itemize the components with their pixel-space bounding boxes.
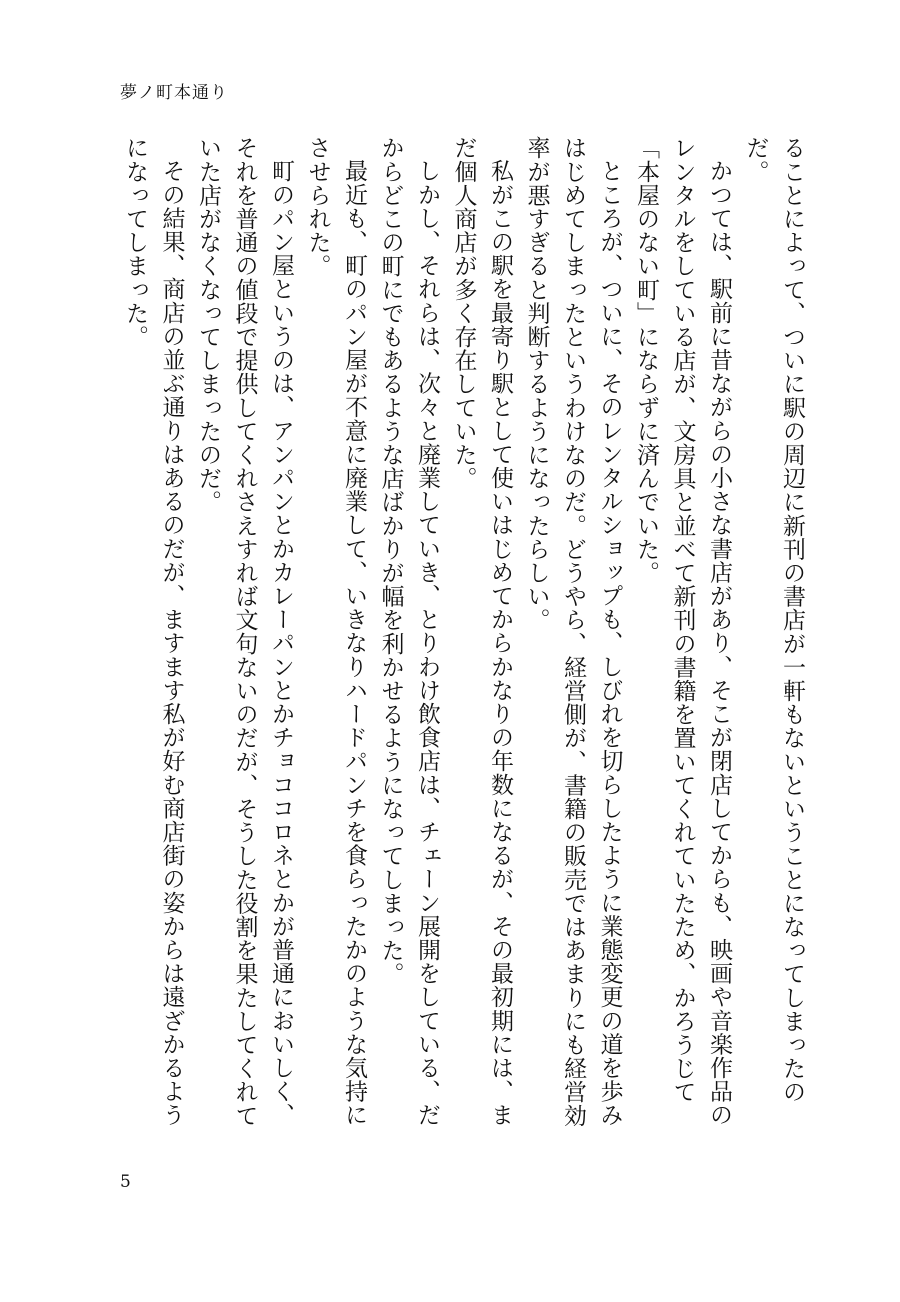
paragraph-4: 私がこの駅を最寄り駅として使いはじめてからかなりの年数になるが、その最初期には、まだ個人商店が多く存在していた。 <box>450 136 513 1127</box>
paragraph-5: しかし、それらは、次々と廃業していき、とりわけ飲食店は、チェーン展開をしている、だからどこの町にでもあるような店ばかりが幅を利かせるようになってしまった。 <box>377 136 440 1127</box>
paragraph-2: かつては、駅前に昔ながらの小さな書店があり、そこが閉店してからも、映画や音楽作品のレンタルをしている店が、文房具と並べて新刊の書籍を置いてくれていたため、かろうじて「本屋のない町」にならずに済んでいた。 <box>633 136 732 1127</box>
paragraph-1: ることによって、ついに駅の周辺に新刊の書店が一軒もないということになってしまったのだ。 <box>742 136 805 1104</box>
paragraph-8: その結果、商店の並ぶ通りはあるのだが、ますます私が好む商店街の姿からは遠ざかるようになってしまった。 <box>122 136 185 1127</box>
body-text <box>110 136 810 1141</box>
paragraph-6: 最近も、町のパン屋が不意に廃業して、いきなりハードパンチを食らったかのような気持にさせられた。 <box>304 136 367 1127</box>
page-number: 5 <box>120 1172 131 1192</box>
paragraph-3: ところが、ついに、そのレンタルショップも、しびれを切らしたように業態変更の道を歩みはじめてしまったというわけなのだ。どうやら、経営側が、書籍の販売ではあまりにも経営効率が悪すぎると判断するようになったらしい。 <box>523 136 623 1128</box>
paragraph-7: 町のパン屋というのは、アンパンとかカレーパンとかチョココロネとかが普通においしく、それを普通の値段で提供してくれさえすれば文句ないのだが、そうした役割を果たしてくれていた店がなくなってしまったのだ。 <box>195 136 294 1128</box>
running-title: 夢ノ町本通り <box>120 83 228 103</box>
